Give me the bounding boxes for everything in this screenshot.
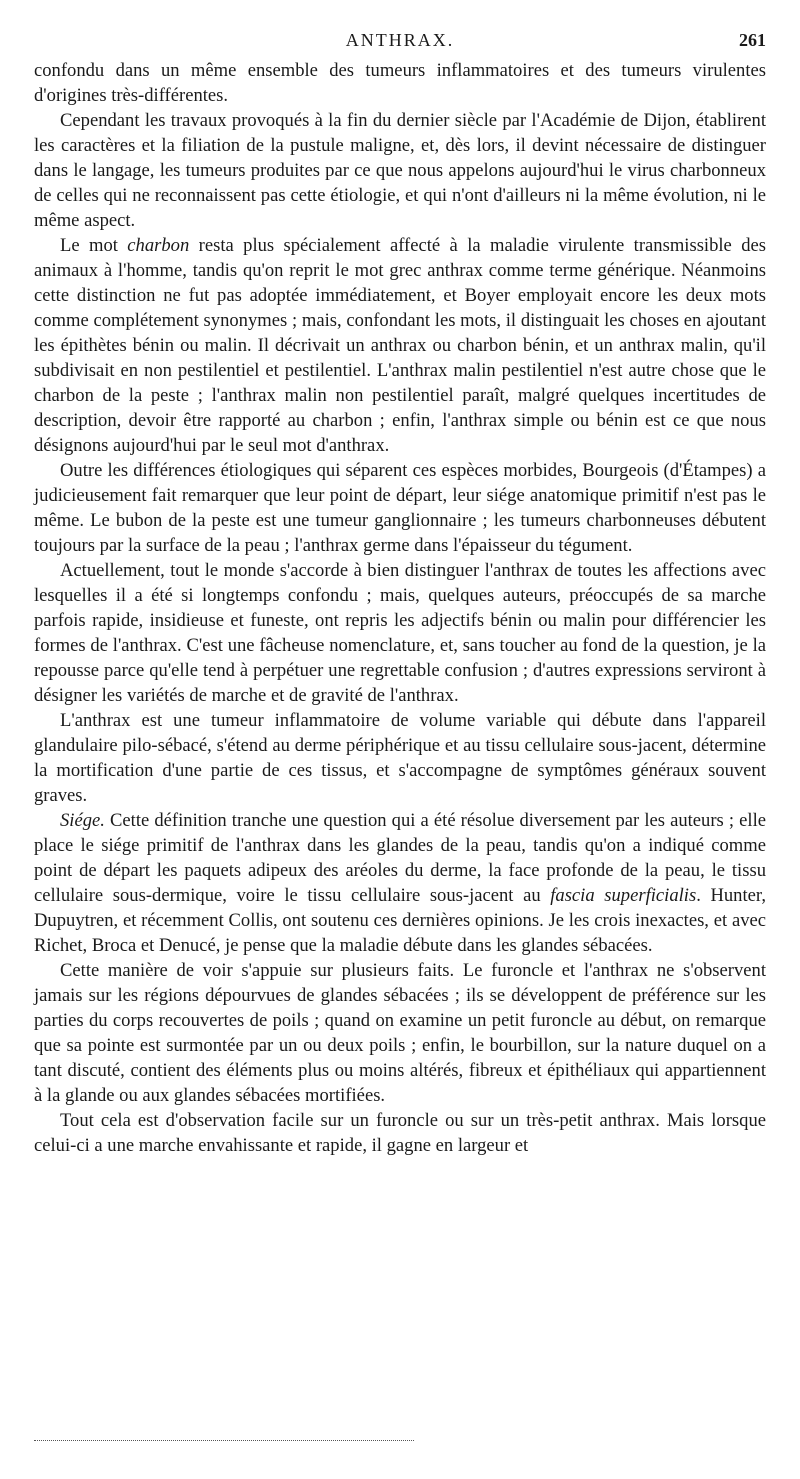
- paragraph: [34, 558, 766, 708]
- italic-text: Siége.: [60, 810, 105, 831]
- footnote-rule: [34, 1440, 414, 1441]
- paragraph: [34, 458, 766, 558]
- running-header: [34, 30, 766, 58]
- running-title: ANTHRAX.: [345, 30, 455, 50]
- text-segment: confondu dans un même ensemble des tumeurs inflammatoires et des tumeurs virulentes d'origines très-différentes.: [34, 60, 766, 106]
- text-segment: Cette définition tranche une question qui a été résolue diversement par les auteurs ; elle place le siége primitif de l'anthrax dans les glandes de la peau, tandis qu'on a indiqué comme point de départ les paquets adipeux des aréoles du derme, la face profonde de la peau, le tissu cellulaire sous-dermique, voire le tissu cellulaire sous-jacent au: [34, 810, 766, 906]
- book-page: [34, 30, 766, 1158]
- text-segment: Outre les différences étiologiques qui séparent ces espèces morbides, Bourgeois (d'Étampes) a judicieusement fait remarquer que leur point de départ, leur siége anatomique primitif n'est pas le même. Le bubon de la peste est une tumeur ganglionnaire ; les tumeurs charbonneuses débutent toujours par la surface de la peau ; l'anthrax germe dans l'épaisseur du tégument.: [34, 460, 766, 556]
- page-number: 261: [739, 30, 766, 50]
- paragraph: [34, 58, 766, 108]
- italic-text: charbon: [127, 235, 190, 256]
- paragraph: [34, 958, 766, 1108]
- text-segment: L'anthrax est une tumeur inflammatoire de volume variable qui débute dans l'appareil glandulaire pilo-sébacé, s'étend au derme périphérique et au tissu cellulaire sous-jacent, détermine la mortification d'une partie de ces tissus, et s'accompagne de symptômes généraux souvent graves.: [34, 710, 766, 806]
- paragraph: [34, 808, 766, 958]
- text-segment: resta plus spécialement affecté à la maladie virulente transmissible des animaux à l'homme, tandis qu'on reprit le mot grec anthrax comme terme générique. Néanmoins cette distinction ne fut pas adoptée immédiatement, et Boyer employait encore les deux mots comme complétement synonymes ; mais, confondant les mots, il distinguait les choses en ajoutant les épithètes bénin ou malin. Il décrivait un anthrax ou charbon bénin, et un anthrax malin, qu'il subdivisait en non pestilentiel et pestilentiel. L'anthrax malin pestilentiel n'est autre chose que le charbon de la peste ; l'anthrax malin non pestilentiel paraît, malgré quelques incertitudes de description, devoir être rapporté au charbon ; enfin, l'anthrax simple ou bénin est ce que nous désignons aujourd'hui par le seul mot d'anthrax.: [34, 235, 766, 456]
- paragraph: [34, 1108, 766, 1158]
- text-segment: Actuellement, tout le monde s'accorde à bien distinguer l'anthrax de toutes les affections avec lesquelles il a été si longtemps confondu ; mais, quelques auteurs, préoccupés de sa marche parfois rapide, insidieuse et funeste, ont repris les adjectifs bénin ou malin pour différencier les formes de l'anthrax. C'est une fâcheuse nomenclature, et, sans toucher au fond de la question, je la repousse parce qu'elle tend à perpétuer une regrettable confusion ; d'autres expressions serviront à désigner les variétés de marche et de gravité de l'anthrax.: [34, 560, 766, 706]
- paragraph: [34, 108, 766, 233]
- text-segment: Tout cela est d'observation facile sur un furoncle ou sur un très-petit anthrax. Mais lorsque celui-ci a une marche envahissante et rapide, il gagne en largeur et: [34, 1110, 766, 1156]
- text-segment: Cette manière de voir s'appuie sur plusieurs faits. Le furoncle et l'anthrax ne s'observent jamais sur les régions dépourvues de glandes sébacées ; ils se développent de préférence sur les parties du corps recouvertes de poils ; quand on examine un petit furoncle au début, on remarque que sa pointe est surmontée par un ou deux poils ; enfin, le bourbillon, sur la nature duquel on a tant discuté, contient des éléments plus ou moins altérés, fibreux et épithéliaux qui appartiennent à la glande ou aux glandes sébacées mortifiées.: [34, 960, 766, 1106]
- italic-text: fascia superficialis: [550, 885, 697, 906]
- text-segment: . Hunter, Dupuytren, et récemment Collis, ont soutenu ces dernières opinions. Je les crois inexactes, et avec Richet, Broca et Denucé, je pense que la maladie débute dans les glandes sébacées.: [34, 885, 766, 956]
- paragraph: [34, 233, 766, 458]
- body-text: [34, 58, 766, 1158]
- text-segment: Le mot: [60, 235, 128, 256]
- paragraph: [34, 708, 766, 808]
- text-segment: Cependant les travaux provoqués à la fin du dernier siècle par l'Académie de Dijon, établirent les caractères et la filiation de la pustule maligne, et, dès lors, il devint nécessaire de distinguer dans le langage, les tumeurs produites par ce que nous appelons aujourd'hui le virus charbonneux de celles qui ne reconnaissent pas cette étiologie, et qui n'ont d'ailleurs ni la même évolution, ni le même aspect.: [34, 110, 766, 231]
